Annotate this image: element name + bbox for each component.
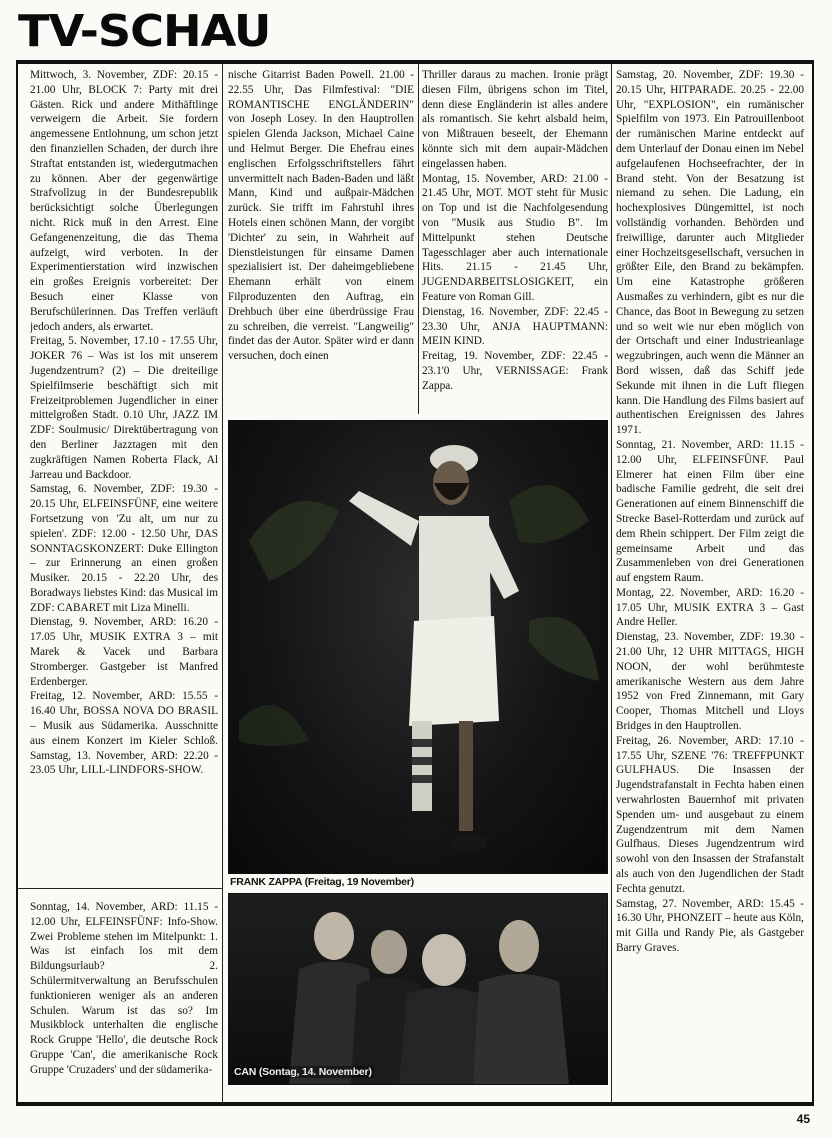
page-title: TV-SCHAU — [18, 6, 271, 57]
column-divider — [418, 64, 419, 414]
can-band-image — [229, 894, 607, 1084]
column-4-listings: Samstag, 20. November, ZDF: 19.30 - 20.15 Uhr, HITPARADE. 20.25 - 22.00 Uhr, "EXPLOSION", ein rumänischer Spielfilm von 1973. Ein Patrouillenboot der rumänischen Marine entdeckt auf dem Unterlauf der Donau einen im Nebel aufgelaufenen Hochseefrachter, der in Brand steht. Von der Besatzung ist niemand zu sehen. Die Ladung, ein hochexplosives Düngemittel, ist noch vollständig vorhanden. Behörden und freiwillige, darunter auch Mitglieder einer Hochzeitsgesellschaft, versuchen in größter Eile, den Brand zu bekämpfen. Um eine Katastrophe größeren Ausmaßes zu verhindern, gibt es nur die Chance, das Boot in Bewegung zu setzen und so weit wie nur eben möglich von der Ortschaft und einer Industrieanlage wegzubringen, auch wenn die Männer an Bord wissen, daß das Schiff jede Sekunde mit ihnen in die Luft fliegen kann. Die Handlung des Films basiert auf authentischen Ereignissen des Jahres 1971. Sonntag, 21. November, ARD: 11.15 - 12.00 Uhr, ELFEINSFÜNF. Paul Elmerer hat einen Film über eine badische Familie gedreht, die seit drei Generationen auf einem Binnenschiff die Strecke Basel-Rotterdam und zurück auf dem Rhein schippert. Der Film zeigt die gemeinsame Arbeit und das Zusammenleben von drei Generationen auf engstem Raum. Montag, 22. November, ARD: 16.20 - 17.05 Uhr, MUSIK EXTRA 3 – Gast Andre Heller. Dienstag, 23. November, ZDF: 19.30 - 21.00 Uhr, 12 UHR MITTAGS, HIGH NOON, der wohl berühmteste amerikanische Western aus dem Jahre 1952 von Fred Zinnemann, mit Gary Cooper, Thomas Mitchell und Lloys Bridges in den Hauptrollen. Freitag, 26. November, ARD: 17.10 - 17.55 Uhr, SZENE '76: TREFFPUNKT GULFHAUS. Die Insassen der Jugendstrafanstalt in Fechta haben einen verwahrlosten Bauernhof mit privaten Spenden um- und ausgebaut zu einem Zugendzentrum mit dem Namen Gulfhaus. Dieses Jugendzentrum wird sowohl von den Insassen der Strafanstalt als auch von den Jugendlichen der Stadt Fechta genutzt. Samstag, 27. November, ARD: 15.45 - 16.30 Uhr, PHONZEIT – heute aus Köln, mit Gilla und Randy Pie, als Gastgeber Barry Graves. — [616, 69, 804, 955]
bottom-rule — [16, 1104, 814, 1106]
section-divider — [18, 888, 222, 889]
column-divider — [222, 64, 223, 1104]
zappa-photo-caption: FRANK ZAPPA (Freitag, 19 November) — [230, 876, 414, 888]
column-1-listings: Mittwoch, 3. November, ZDF: 20.15 - 21.00 Uhr, BLOCK 7: Party mit drei Gästen. Rick und andere Mithäftlinge verweigern die Arbeit. Sie fordern angemessene Entlohnung, um schon jetzt den finanziellen Schaden, der durch ihre Straftat entstanden ist, wiedergutmachen zu können. Aber der gegenwärtige Strafvollzug in der Bundesrepublik berücksichtigt solche Überlegungen nicht. Rick muß in den Arrest. Eine Gefangenenzeitung, die das Thema aufzeigt, wird verboten. In der Experimentierstation wird inzwischen ein großes Ereignis vorbereitet: Der Besuch einer Klasse von Berufschülerinnen. Das Treffen verläuft jedoch anders, als erwartet. Freitag, 5. November, 17.10 - 17.55 Uhr, JOKER 76 – Was ist los mit unserem Jugendzentrum? (2) – Die dreiteilige Spielfilmserie beschäftigt sich mit Freizeitproblemen Jugendlicher in einer mittelgroßen Stadt. 0.10 Uhr, JAZZ IM ZDF: Soulmusic/ Direktübertragung von den Berliner Jazztagen mit den zugkräftigen Namen Roberta Flack, Al Jarreau und Backdoor. Samstag, 6. November, ZDF: 19.30 - 20.15 Uhr, ELFEINSFÜNF, eine weitere Fortsetzung von 'Zu alt, um nur zu spielen'. ZDF: 12.00 - 12.50 Uhr, DAS SONNTAGSKONZERT: Duke Ellington – zur Erinnerung an einen großen Musiker. 20.15 - 22.20 Uhr, des Boradways liebstes Kind: das Musical im ZDF: CABARET mit Liza Minelli. Dienstag, 9. November, ARD: 16.20 - 17.05 Uhr, MUSIK EXTRA 3 – mit Marek & Vacek und Barbara Stromberger. Gastgeber ist Manfred Erdenberger. Freitag, 12. November, ARD: 15.55 - 16.40 Uhr, BOSSA NOVA DO BRASIL – Musik aus Südamerika. Ausschnitte aus einem Konzert im Kieler Schloß. Samstag, 13. November, ARD: 22.20 - 23.05 Uhr, LILL-LINDFORS-SHOW. — [30, 69, 218, 777]
can-photo-caption: CAN (Sontag, 14. November) — [234, 1066, 372, 1078]
column-2-listings: nische Gitarrist Baden Powell. 21.00 - 22.55 Uhr, Das Filmfestival: "DIE ROMANTISCHE ENGLÄNDERIN" von Joseph Losey. In den Hauptrollen spielen Glenda Jackson, Michael Caine und Helmut Berger. Die Ehefrau eines englischen Erfolgsschriftstellers fährt unvermittelt nach Baden-Baden und läßt Mann, Kind und außpair-Mädchen zurück. Sie trifft im Fahrstuhl ihres Hotels einen schönen Mann, der vorgibt 'Dichter' zu sein, in Wahrheit auf Dienstleistungen für einsame Damen spezialisiert ist. Der daheimgebliebene Ehemann erhält von einem Filproduzenten den Auftrag, ein Drehbuch über eine überdrüssige Frau zu schreiben, die verreist. "Langweilig" findet das der Autor. Später wird er dann versuchen, doch einen — [228, 69, 414, 363]
page-number: 45 — [796, 1112, 810, 1126]
can-band-photo — [228, 893, 608, 1085]
column-1-continued: Sonntag, 14. November, ARD: 11.15 - 12.00 Uhr, ELFEINSFÜNF: Info-Show. Zwei Probleme stehen im Mitelpunkt: 1. Was ist einfach los mit dem Bildungsurlaub? 2. Schülermitverwaltung an Berufsschulen funktionieren weniger als an anderen Schulen. Warum ist das so? Im Musikblock unterhalten die englische Rock Gruppe 'Hello', die deutsche Rock Gruppe 'Can', die amerikanische Rock Gruppe 'Cruzaders' und der südamerika- — [30, 901, 218, 1076]
column-3-listings: Thriller daraus zu machen. Ironie prägt diesen Film, übrigens schon im Titel, denn diese Engländerin ist alles andere als romantisch. Sie kehrt alsbald heim, von Mißtrauen beseelt, der Ehemann könnte sich mit dem aupair-Mädchen eingelassen haben. Montag, 15. November, ARD: 21.00 - 21.45 Uhr, MOT. MOT steht für Music on Top und ist die Nachfolgesendung von "Musik aus Studio B". Im Mittelpunkt stehen Deutsche Tagesschlager aber auch internationale Hits. 21.15 - 21.45 Uhr, JUGENDARBEITSLOSIGKEIT, ein Feature von Roman Gill. Dienstag, 16. November, ZDF: 22.45 - 23.30 Uhr, ANJA HAUPTMANN: MEIN KIND. Freitag, 19. November, ZDF: 22.45 - 23.1'0 Uhr, VERNISSAGE: Frank Zappa. — [422, 69, 608, 392]
zappa-figure-image — [229, 421, 607, 873]
column-divider — [611, 64, 612, 1104]
frank-zappa-photo — [228, 420, 608, 874]
